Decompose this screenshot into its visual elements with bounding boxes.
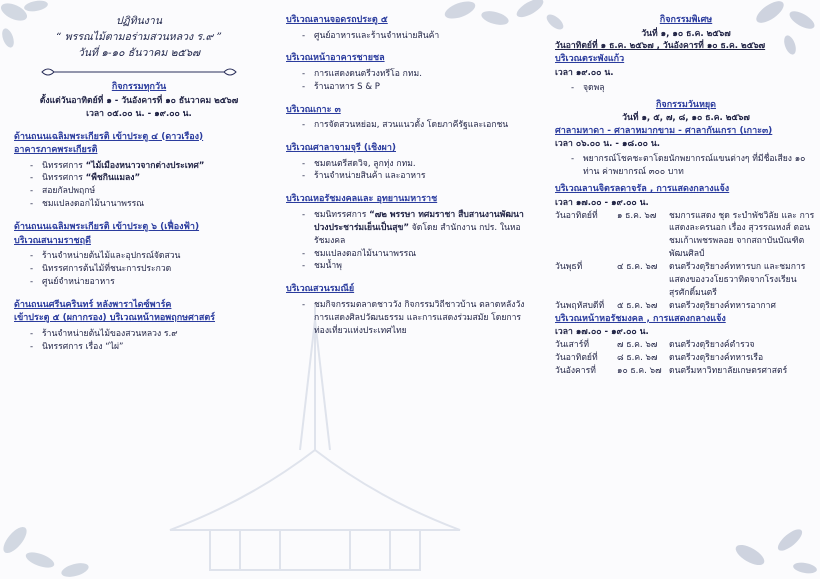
festival-dates: วันที่ ๑-๑๐ ธันวาคม ๒๕๖๗ <box>77 46 201 59</box>
section-zone-9 <box>286 283 526 337</box>
list-item: - การจัดสวนหย่อม, สวนแนวตั้ง โดยภาคีรัฐและเอกชน <box>286 119 526 132</box>
schedule-row: วันอังคารที่ ๑๐ ธ.ค. ๖๗ ดนตรีมหาวิทยาลัยเกษตรศาสตร์ <box>555 365 788 376</box>
schedule-row: วันอาทิตย์ที่ ๑ ธ.ค. ๖๗ ชมการแสดง ชุด ระบำพัชวิลัย และ การแสดงละครนอก เรื่อง สุวรรณหงส์ ตอน ชมเก้าเพชรพลอย จากสถาบันบัณฑิตพัฒนศิลป์ <box>555 210 815 260</box>
column-right <box>555 0 817 378</box>
section-zone-8 <box>286 193 526 273</box>
schedule-row: วันอาทิตย์ที่ ๘ ธ.ค. ๖๗ ดนตรีวงดุริยางค์ทหารเรือ <box>555 352 764 363</box>
list-item: - ร้านจำหน่ายต้นไม้ของสวนหลวง ร.๙ <box>14 328 264 341</box>
festival-name: “ พรรณไม้ตามอร่ามสวนหลวง ร.๙ ” <box>56 30 222 43</box>
column-left <box>14 0 264 358</box>
list-item: - นิทรรศการ “พืชกินแมลง” <box>14 172 264 185</box>
calendar-title: ปฏิทินงาน <box>115 15 162 27</box>
section-heading: ด้านถนนเฉลิมพระเกียรติ เข้าประตู ๖ (เฟื่องฟ้า) <box>14 222 200 233</box>
list-item: - ชมนิทรรศการ “๗๒ พรรษา ทศมราชา สืบสานงานพัฒนาปวงประชาร่มเย็นเป็นสุข” จัดโดย สำนักงาน กปร. ในหอรัชมงคล <box>286 209 526 248</box>
flourish-divider-icon <box>14 65 264 79</box>
section-zone-7 <box>286 142 526 183</box>
holiday-dates: วันที่ ๑, ๕, ๗, ๘, ๑๐ ธ.ค. ๒๕๖๗ <box>622 113 750 124</box>
section-time: เวลา ๐๖.๐๐ น. - ๑๘.๐๐ น. <box>555 139 660 150</box>
section-heading: บริเวณสวนรมณีย์ <box>286 284 355 295</box>
section-zone-2 <box>14 221 264 289</box>
section-heading: บริเวณเกาะ ๓ <box>286 104 341 115</box>
list-item: - สอยกัลปพฤกษ์ <box>14 185 264 198</box>
schedule-row: วันพุธที่ ๔ ธ.ค. ๖๗ ดนตรีวงดุริยางค์ทหารบก และชมการแสดงของวงโยธวาทิตจากโรงเรียนสุรศักดิ์มนตรี <box>555 262 806 298</box>
list-item: - พยากรณ์โชคชะตาโดยนักพยากรณ์แขนต่างๆ ที่มีชื่อเสียง ๑๐ ท่าน ค่าพยากรณ์ ๓๐๐ บาท <box>555 153 817 179</box>
list-item: - ร้านอาหาร S & P <box>286 81 526 94</box>
section-heading: บริเวณลานจอดรถประตู ๕ <box>286 15 388 25</box>
list-item: - การแสดงดนตรีวงทรีโอ กทม. <box>286 68 526 81</box>
list-item: - ชมดนตรีสดวิจ, ลูกทุ่ง กทม. <box>286 158 526 171</box>
section-heading: บริเวณหอรัชมงคลและ อุทยานมหาราช <box>286 194 438 205</box>
column-middle <box>286 0 526 341</box>
daily-time: เวลา ๐๕.๐๐ น. - ๑๙.๐๐ น. <box>86 108 192 119</box>
section-heading: บริเวณลานจิตรลดาจรัล , การแสดงกลางแจ้ง <box>555 184 730 195</box>
list-item: - ชมแปลงดอกไม้นานาพรรณ <box>14 198 264 211</box>
list-item: - ศูนย์อาหารและร้านจำหน่ายสินค้า <box>286 30 526 43</box>
section-heading: ศาลามหาดา - ศาลาหมากขาม - ศาลากันเกรา (เกาะ๓) <box>555 125 773 136</box>
section-zone-1 <box>14 131 264 212</box>
list-item: - ร้านจำหน่ายต้นไม้และอุปกรณ์จัดสวน <box>14 250 264 263</box>
list-item: - ชมน้ำพุ <box>286 260 526 273</box>
section-zone-4 <box>286 14 526 42</box>
section-zone-5 <box>286 52 526 93</box>
special-dates-detail: วันอาทิตย์ที่ ๑ ธ.ค. ๒๕๖๗ , วันอังคารที่ ๑๐ ธ.ค. ๒๕๖๗ <box>555 41 766 52</box>
section-time: เวลา ๑๗.๐๐ - ๑๙.๐๐ น. <box>555 197 649 208</box>
section-heading: บริเวณหน้าอาคารชายชล <box>286 53 385 64</box>
section-heading: บริเวณศาลาจามจุรี (เชิงผา) <box>286 143 396 154</box>
leaf-decoration-bottom-left-icon <box>0 500 110 579</box>
section-subheading: เข้าประตู ๕ (ผกากรอง) บริเวณหน้าหอพฤกษศาสตร์ <box>14 313 216 324</box>
section-zone-3 <box>14 299 264 354</box>
special-dates: วันที่ ๑, ๑๐ ธ.ค. ๒๕๖๗ <box>641 28 731 39</box>
list-item: - นิทรรศการต้นไม้ที่ชนะการประกวด <box>14 263 264 276</box>
section-zone-6 <box>286 104 526 132</box>
list-item: - ชมกิจกรรมตลาดชาววัง กิจกรรมวิถีชาวบ้าน ตลาดหลังวัง การแสดงศิลปวัฒนธรรม และการแสดงร่วมสมัย โดยการท่องเที่ยวแห่งประเทศไทย <box>286 299 526 338</box>
list-item: - ร้านจำหน่ายสินค้า และอาหาร <box>286 170 526 183</box>
schedule-row: วันพฤหัสบดีที่ ๕ ธ.ค. ๖๗ ดนตรีวงดุริยางค์ทหารอากาศ <box>555 300 776 311</box>
daily-activities-heading: กิจกรรมทุกวัน <box>111 82 167 93</box>
section-time: เวลา ๑๙.๐๐ น. <box>555 67 614 78</box>
schedule-row: วันเสาร์ที่ ๗ ธ.ค. ๖๗ ดนตรีวงดุริยางค์ตำรวจ <box>555 340 755 351</box>
list-item: - จุดพลุ <box>555 82 817 95</box>
list-item: - นิทรรศการ เรื่อง “ไผ่” <box>14 341 264 354</box>
daily-date-range: ตั้งแต่วันอาทิตย์ที่ ๑ - วันอังคารที่ ๑๐ ธันวาคม ๒๕๖๗ <box>39 95 239 106</box>
list-item: - ชมแปลงดอกไม้นานาพรรณ <box>286 248 526 261</box>
section-subheading: อาคารภาคพระเกียรติ <box>14 145 98 156</box>
section-subheading: บริเวณสนามราชฤดี <box>14 235 91 246</box>
section-heading: บริเวณตระพังแก้ว <box>555 54 625 65</box>
section-heading: ด้านถนนเฉลิมพระเกียรติ เข้าประตู ๔ (ดาวเรือง) <box>14 131 204 142</box>
special-activities-heading: กิจกรรมพิเศษ <box>659 15 713 25</box>
list-item: - นิทรรศการ “ไม้เมืองหนาวจากต่างประเทศ” <box>14 160 264 173</box>
section-time: เวลา ๑๗.๐๐ - ๑๙.๐๐ น. <box>555 327 649 338</box>
holiday-activities-heading: กิจกรรมวันหยุด <box>655 99 717 110</box>
section-heading: ด้านถนนศรีนครินทร์ หลังพาราไดซ์พาร์ค <box>14 299 172 310</box>
list-item: - ศูนย์จำหน่ายอาหาร <box>14 276 264 289</box>
leaf-decoration-bottom-right-icon <box>720 510 820 579</box>
section-heading: บริเวณหน้าหอรัชมงคล , การแสดงกลางแจ้ง <box>555 313 726 324</box>
schedule-table-1 <box>555 210 817 313</box>
schedule-table-2 <box>555 339 817 378</box>
